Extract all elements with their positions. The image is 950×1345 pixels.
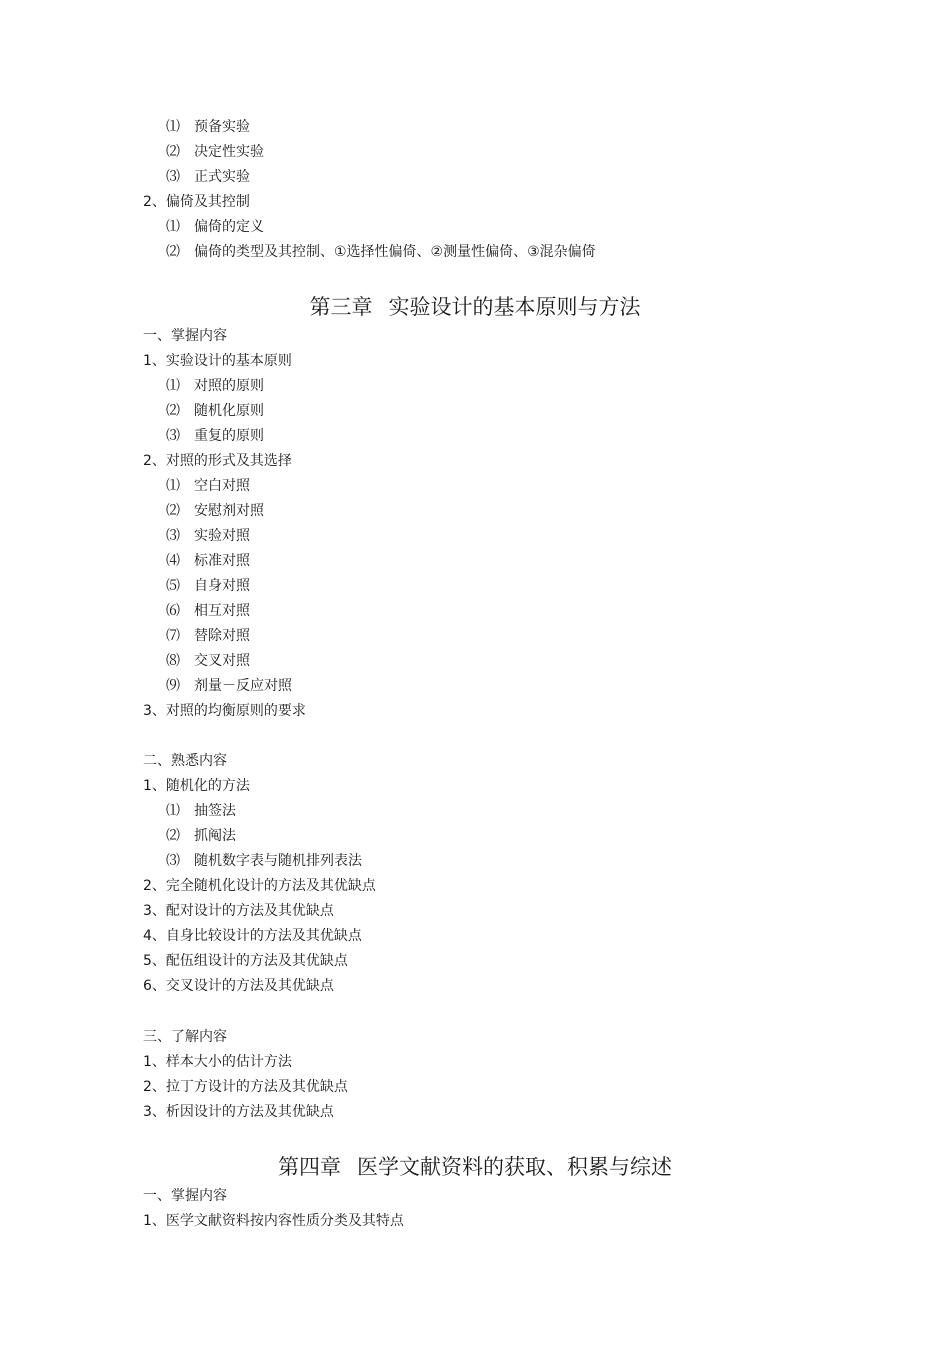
list-item: ⑵ 安慰剂对照 <box>166 503 264 519</box>
chapter-4-title: 第四章 医学文献资料的获取、积累与综述 <box>278 1155 672 1179</box>
list-item: 4、自身比较设计的方法及其优缺点 <box>143 928 362 944</box>
chapter-3-title: 第三章 实验设计的基本原则与方法 <box>309 295 641 319</box>
list-item: ⑴ 抽签法 <box>166 803 236 819</box>
list-item: 2、完全随机化设计的方法及其优缺点 <box>143 878 376 894</box>
list-item: ⑸ 自身对照 <box>166 578 250 594</box>
list-item: 3、配对设计的方法及其优缺点 <box>143 903 334 919</box>
list-item: 1、医学文献资料按内容性质分类及其特点 <box>143 1213 404 1229</box>
list-item: ⑴ 空白对照 <box>166 478 250 494</box>
list-item: 3、析因设计的方法及其优缺点 <box>143 1104 334 1120</box>
list-item: ⑺ 替除对照 <box>166 628 250 644</box>
list-item: 2、拉丁方设计的方法及其优缺点 <box>143 1079 348 1095</box>
random-heading: 1、随机化的方法 <box>143 778 250 794</box>
list-item: ⑼ 剂量－反应对照 <box>166 678 292 694</box>
list-item: ⑹ 相互对照 <box>166 603 250 619</box>
master-heading: 一、掌握内容 <box>143 328 227 344</box>
master-heading: 一、掌握内容 <box>143 1188 227 1204</box>
principles-heading: 1、实验设计的基本原则 <box>143 353 292 369</box>
list-item: ⑷ 标准对照 <box>166 553 250 569</box>
list-item: ⑵ 抓阄法 <box>166 828 236 844</box>
control-heading: 2、对照的形式及其选择 <box>143 453 292 469</box>
list-item: 6、交叉设计的方法及其优缺点 <box>143 978 334 994</box>
list-item: ⑵ 偏倚的类型及其控制、①选择性偏倚、②测量性偏倚、③混杂偏倚 <box>166 244 596 260</box>
list-item: ⑶ 重复的原则 <box>166 428 264 444</box>
familiar-heading: 二、熟悉内容 <box>143 753 227 769</box>
list-item: ⑴ 偏倚的定义 <box>166 219 264 235</box>
list-item: ⑶ 实验对照 <box>166 528 250 544</box>
list-item: 5、配伍组设计的方法及其优缺点 <box>143 953 348 969</box>
list-item: ⑴ 对照的原则 <box>166 378 264 394</box>
list-item: ⑵ 决定性实验 <box>166 144 264 160</box>
list-item: ⑻ 交叉对照 <box>166 653 250 669</box>
understand-heading: 三、了解内容 <box>143 1029 227 1045</box>
list-item: ⑶ 正式实验 <box>166 169 250 185</box>
list-item: ⑵ 随机化原则 <box>166 403 264 419</box>
list-item: ⑶ 随机数字表与随机排列表法 <box>166 853 362 869</box>
balance-item: 3、对照的均衡原则的要求 <box>143 703 306 719</box>
section-item-bias: 2、偏倚及其控制 <box>143 194 250 210</box>
list-item: ⑴ 预备实验 <box>166 119 250 135</box>
list-item: 1、样本大小的估计方法 <box>143 1054 292 1070</box>
